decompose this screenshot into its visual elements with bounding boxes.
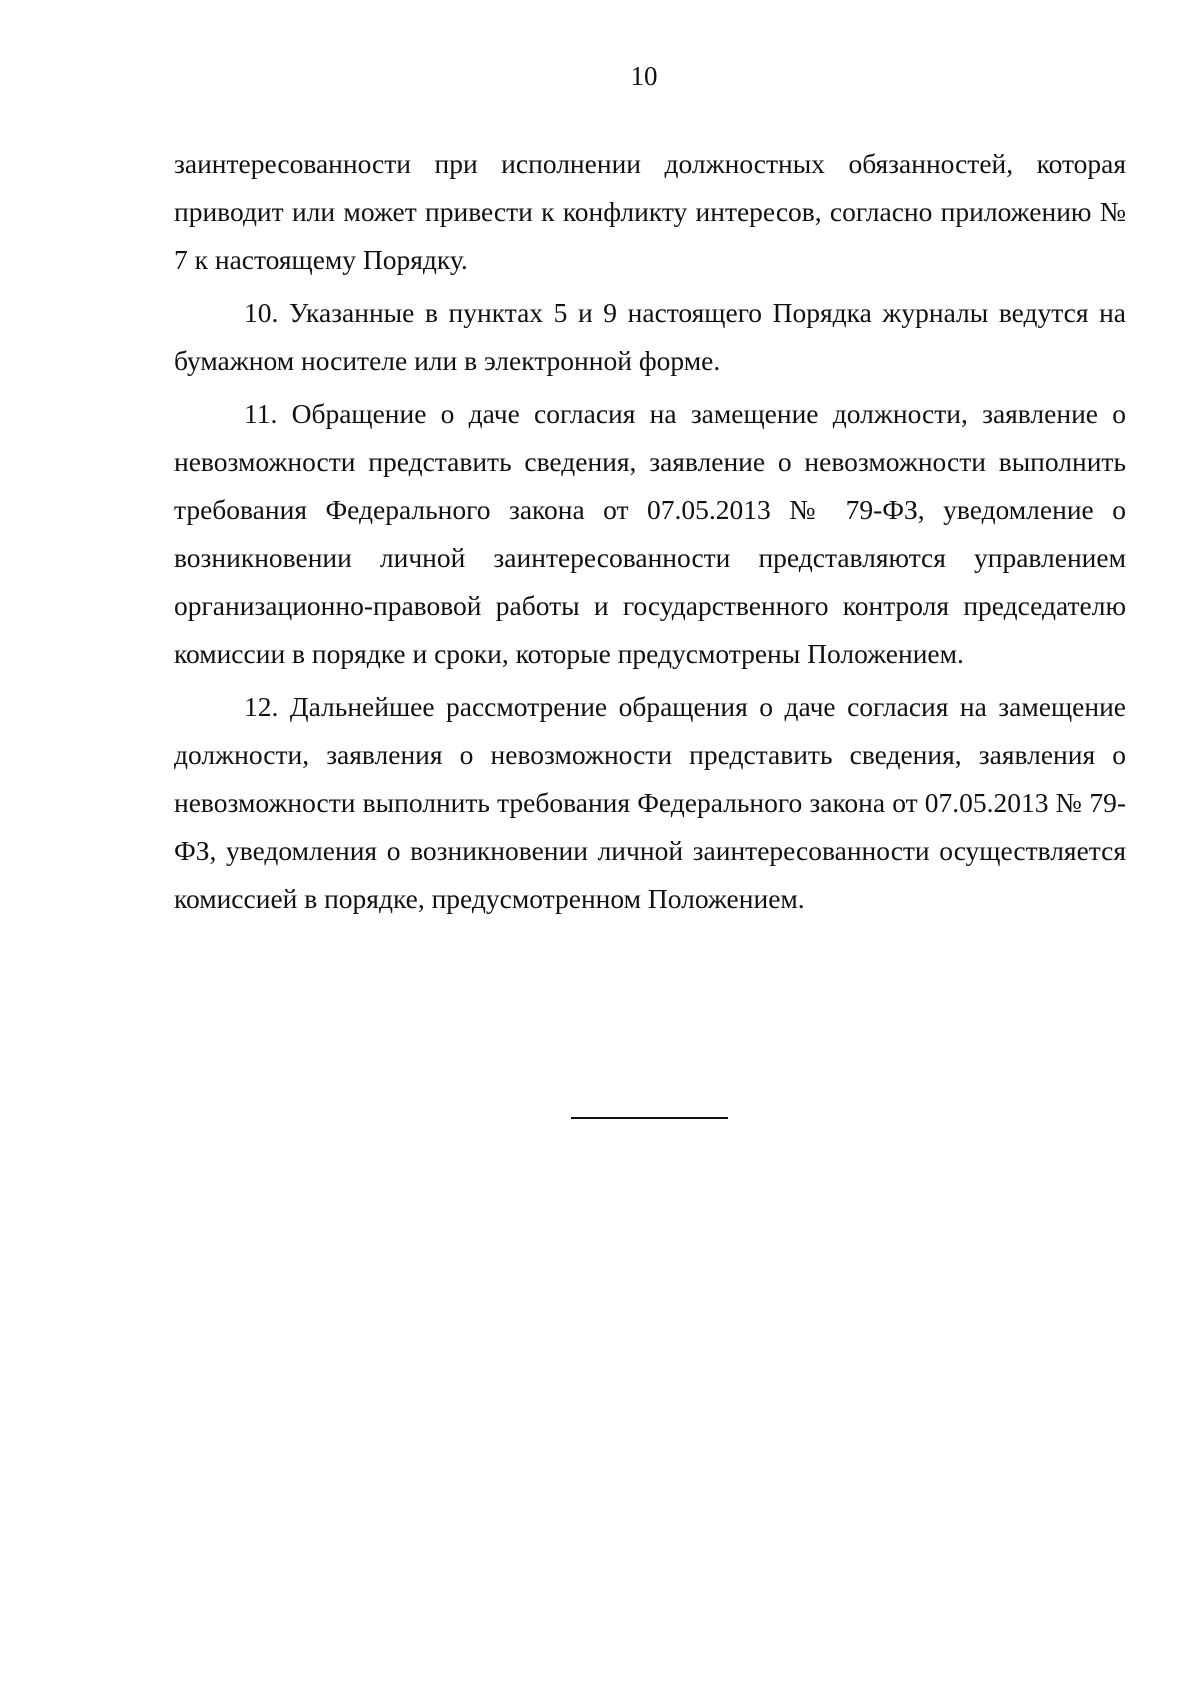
paragraph-11: 11. Обращение о даче согласия на замещение должности, заявление о невозможности представить сведения, заявление о невозможности выполнить требования Федерального закона от 07.05.2013 № 79-ФЗ, уведомление о возникновении личной заинтересованности представляются управлением организационно-правовой работы и государственного контроля председателю комиссии в порядке и сроки, которые предусмотрены Положением.: [174, 398, 1126, 669]
end-divider: [571, 1117, 728, 1119]
paragraph-10: 10. Указанные в пунктах 5 и 9 настоящего Порядка журналы ведутся на бумажном носителе или в электронной форме.: [174, 297, 1126, 376]
paragraph-12: 12. Дальнейшее рассмотрение обращения о даче согласия на замещение должности, заявления о невозможности представить сведения, заявления о невозможности выполнить требования Федерального закона от 07.05.2013 № 79-ФЗ, уведомления о возникновении личной заинтересованности осуществляется комиссией в порядке, предусмотренном Положением.: [174, 691, 1126, 914]
paragraph-continuation: заинтересованности при исполнении должностных обязанностей, которая приводит или может привести к конфликту интересов, согласно приложению № 7 к настоящему Порядку.: [174, 148, 1126, 275]
document-body: [174, 140, 1126, 928]
page-number: 10: [630, 61, 658, 91]
